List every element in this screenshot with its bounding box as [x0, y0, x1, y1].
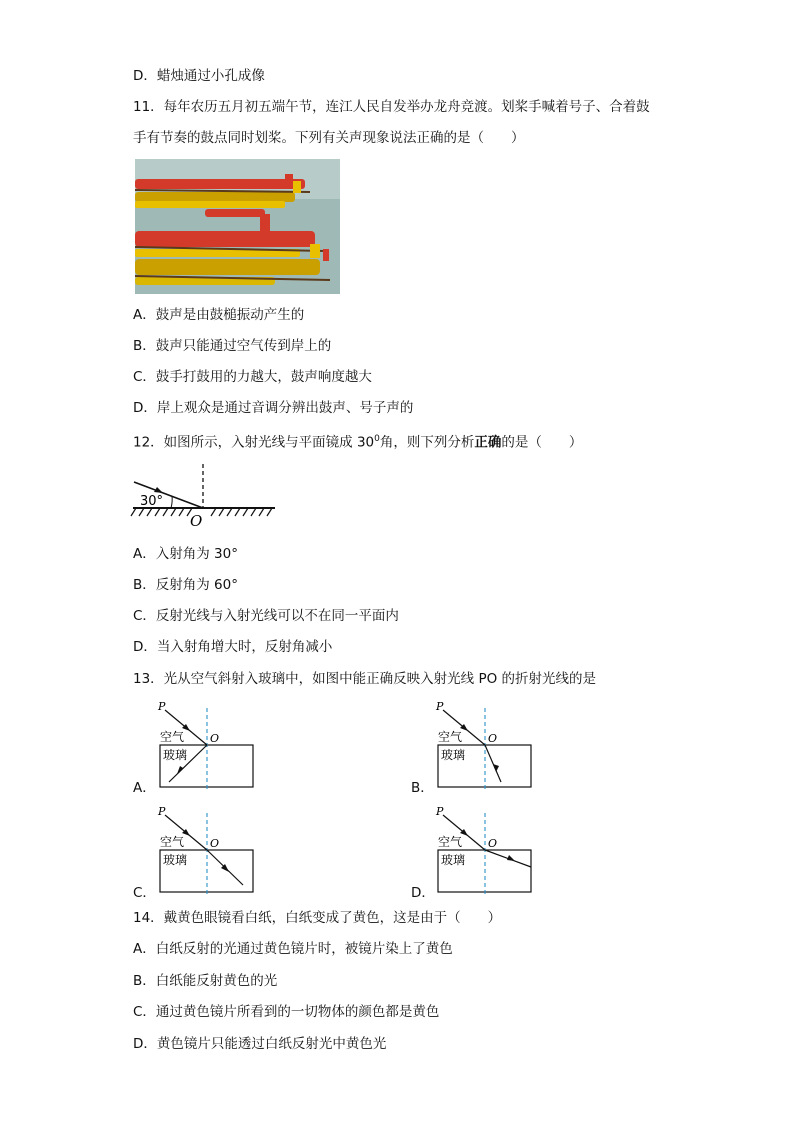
q14-option-b: B．白纸能反射黄色的光 [133, 973, 278, 989]
label-air: 空气 [438, 835, 463, 849]
q13-diagram-d [433, 805, 538, 901]
q11-option-a: A．鼓声是由鼓槌振动产生的 [133, 307, 305, 323]
refracted-arrow-icon [507, 855, 515, 861]
label-air: 空气 [438, 730, 463, 744]
label-p: P [158, 805, 166, 818]
q12-mirror-figure [130, 460, 280, 534]
q11-option-c: C．鼓手打鼓用的力越大，鼓声响度越大 [133, 369, 372, 385]
q13-diagram-a [155, 700, 260, 796]
label-p: P [158, 700, 166, 713]
label-o: O [210, 837, 220, 850]
q12-stem-after: 的是（ ） [501, 434, 583, 451]
q13-diagram-b [433, 700, 538, 796]
dragon-boat-photo [135, 159, 340, 294]
q12-option-b: B．反射角为 60° [133, 577, 238, 593]
label-o: O [488, 837, 498, 850]
incident-arrow-icon [154, 487, 163, 493]
q13-option-c-label: C． [133, 885, 156, 901]
label-o: O [210, 732, 220, 745]
q12-option-a: A．入射角为 30° [133, 546, 238, 562]
q12-stem-before: 12．如图所示，入射光线与平面镜成 30 [133, 434, 375, 451]
q11-stem-line2: 手有节奏的鼓点同时划桨。下列有关声现象说法正确的是（ ） [133, 130, 525, 146]
q13-option-d-label: D． [411, 885, 435, 901]
q11-stem-line1: 11．每年农历五月初五端午节，连江人民自发举办龙舟竞渡。划桨手喊着号子、合着鼓 [133, 99, 650, 115]
label-air: 空气 [160, 730, 185, 744]
q12-option-d: D．当入射角增大时，反射角减小 [133, 639, 333, 655]
q12-stem-bold: 正确 [474, 434, 502, 451]
label-glass: 玻璃 [441, 853, 466, 867]
q13-stem: 13．光从空气斜射入玻璃中，如图中能正确反映入射光线 PO 的折射光线的是 [133, 671, 597, 687]
label-p: P [436, 805, 444, 818]
q14-stem: 14．戴黄色眼镜看白纸，白纸变成了黄色，这是由于（ ） [133, 910, 502, 926]
q13-option-a-label: A． [133, 780, 156, 796]
q12-angle-label: 30° [140, 494, 164, 509]
q13-diagram-c [155, 805, 260, 901]
label-p: P [436, 700, 444, 713]
label-glass: 玻璃 [163, 748, 188, 762]
label-glass: 玻璃 [441, 748, 466, 762]
q14-option-c: C．通过黄色镜片所看到的一切物体的颜色都是黄色 [133, 1004, 440, 1020]
q11-option-b: B．鼓声只能通过空气传到岸上的 [133, 338, 332, 354]
q13-option-b-label: B． [411, 780, 434, 796]
q14-option-d: D．黄色镜片只能透过白纸反射光中黄色光 [133, 1036, 387, 1052]
q12-stem-mid: 角，则下列分析 [379, 434, 475, 451]
q12-stem [133, 430, 582, 452]
q12-point-o: O [190, 512, 203, 530]
refracted-arrow-icon [493, 764, 499, 772]
prev-option-d: D．蜡烛通过小孔成像 [133, 68, 265, 84]
q14-option-a: A．白纸反射的光通过黄色镜片时，被镜片染上了黄色 [133, 941, 453, 957]
label-air: 空气 [160, 835, 185, 849]
label-glass: 玻璃 [163, 853, 188, 867]
q12-stem-degree: 0 [374, 434, 380, 444]
q12-option-c: C．反射光线与入射光线可以不在同一平面内 [133, 608, 399, 624]
q11-option-d: D．岸上观众是通过音调分辨出鼓声、号子声的 [133, 400, 414, 416]
label-o: O [488, 732, 498, 745]
